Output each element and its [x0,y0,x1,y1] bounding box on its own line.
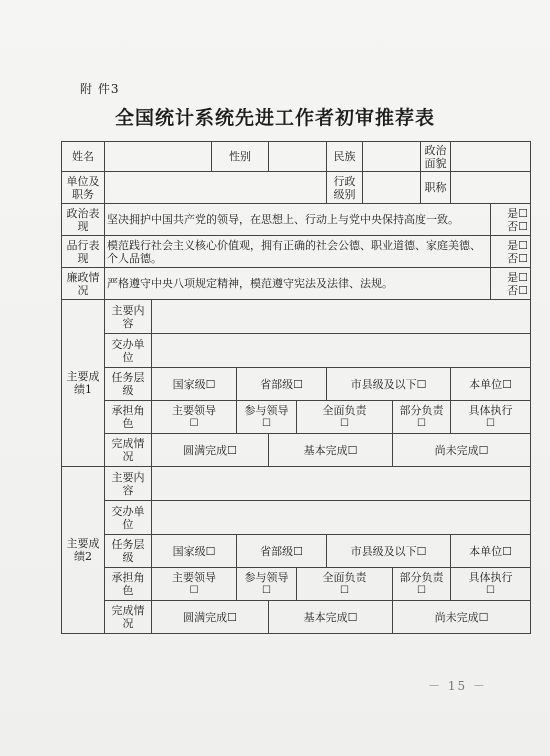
ethnicity-label: 民族 [327,142,363,172]
no-checkbox[interactable]: 否☐ [507,251,529,265]
name-label: 姓名 [62,142,105,172]
completion-label: 完成情况 [105,434,152,467]
title-rank-field[interactable] [451,172,531,204]
role-main-leader[interactable]: 主要领导 ☐ [152,568,237,601]
role-partly-responsible[interactable]: 部分负责 ☐ [393,401,451,434]
main-content-label: 主要内容 [105,467,152,501]
role-main-leader[interactable]: 主要领导 ☐ [152,401,237,434]
achievement-2-assigning-unit-field[interactable] [152,501,531,535]
no-checkbox[interactable]: 否☐ [507,219,529,233]
task-level-unit[interactable]: 本单位☐ [451,535,531,568]
political-performance-yes-no[interactable] [491,204,531,236]
gender-field[interactable] [269,142,327,172]
achievement-1-assigning-unit-field[interactable] [152,334,531,368]
political-performance-label: 政治表现 [62,204,105,236]
conduct-performance-text: 模范践行社会主义核心价值观，拥有正确的社会公德、职业道德、家庭美德、个人品德。 [105,236,491,268]
task-level-provincial[interactable]: 省部级☐ [237,535,327,568]
political-status-field[interactable] [451,142,531,172]
unit-label: 单位及职务 [62,172,105,204]
political-status-label: 政治面貌 [421,142,451,172]
page-title: 全国统计系统先进工作者初审推荐表 [114,107,435,129]
role-executor[interactable]: 具体执行 ☐ [451,401,531,434]
achievement-2-content-field[interactable] [152,467,531,501]
role-executor[interactable]: 具体执行 ☐ [451,568,531,601]
task-level-national[interactable]: 国家级☐ [152,535,237,568]
assigning-unit-label: 交办单位 [105,334,152,368]
integrity-yes-no[interactable] [491,268,531,300]
conduct-performance-yes-no[interactable] [491,236,531,268]
yes-checkbox[interactable]: 是☐ [507,270,529,284]
ethnicity-field[interactable] [363,142,421,172]
admin-level-label: 行政级别 [327,172,363,204]
task-level-provincial[interactable]: 省部级☐ [237,368,327,401]
unit-field[interactable] [105,172,327,204]
attachment-label: 附 件3 [80,82,120,96]
political-performance-text: 坚决拥护中国共产党的领导，在思想上、行动上与党中央保持高度一致。 [105,204,491,236]
completion-not-yet[interactable]: 尚未完成☐ [393,601,531,634]
task-level-label: 任务层级 [105,368,152,401]
role-participating-leader[interactable]: 参与领导 ☐ [237,568,297,601]
integrity-text: 严格遵守中央八项规定精神，模范遵守宪法及法律、法规。 [105,268,491,300]
conduct-performance-label: 品行表现 [62,236,105,268]
task-level-unit[interactable]: 本单位☐ [451,368,531,401]
completion-not-yet[interactable]: 尚未完成☐ [393,434,531,467]
completion-excellent[interactable]: 圆满完成☐ [152,434,269,467]
no-checkbox[interactable]: 否☐ [507,283,529,297]
admin-level-field[interactable] [363,172,421,204]
page-number: － 15 － [428,679,487,693]
achievement-2-label: 主要成绩2 [62,467,105,634]
recommendation-form-table [61,141,531,634]
task-level-national[interactable]: 国家级☐ [152,368,237,401]
completion-excellent[interactable]: 圆满完成☐ [152,601,269,634]
completion-basic[interactable]: 基本完成☐ [269,434,393,467]
integrity-label: 廉政情况 [62,268,105,300]
role-participating-leader[interactable]: 参与领导 ☐ [237,401,297,434]
name-field[interactable] [105,142,212,172]
yes-checkbox[interactable]: 是☐ [507,238,529,252]
achievement-1-content-field[interactable] [152,300,531,334]
title-rank-label: 职称 [421,172,451,204]
task-level-label: 任务层级 [105,535,152,568]
role-label: 承担角色 [105,568,152,601]
completion-basic[interactable]: 基本完成☐ [269,601,393,634]
task-level-county[interactable]: 市县级及以下☐ [327,535,451,568]
achievement-1-label: 主要成绩1 [62,300,105,467]
role-fully-responsible[interactable]: 全面负责 ☐ [297,401,393,434]
role-label: 承担角色 [105,401,152,434]
completion-label: 完成情况 [105,601,152,634]
role-partly-responsible[interactable]: 部分负责 ☐ [393,568,451,601]
assigning-unit-label: 交办单位 [105,501,152,535]
gender-label: 性别 [212,142,269,172]
main-content-label: 主要内容 [105,300,152,334]
task-level-county[interactable]: 市县级及以下☐ [327,368,451,401]
yes-checkbox[interactable]: 是☐ [507,206,529,220]
role-fully-responsible[interactable]: 全面负责 ☐ [297,568,393,601]
